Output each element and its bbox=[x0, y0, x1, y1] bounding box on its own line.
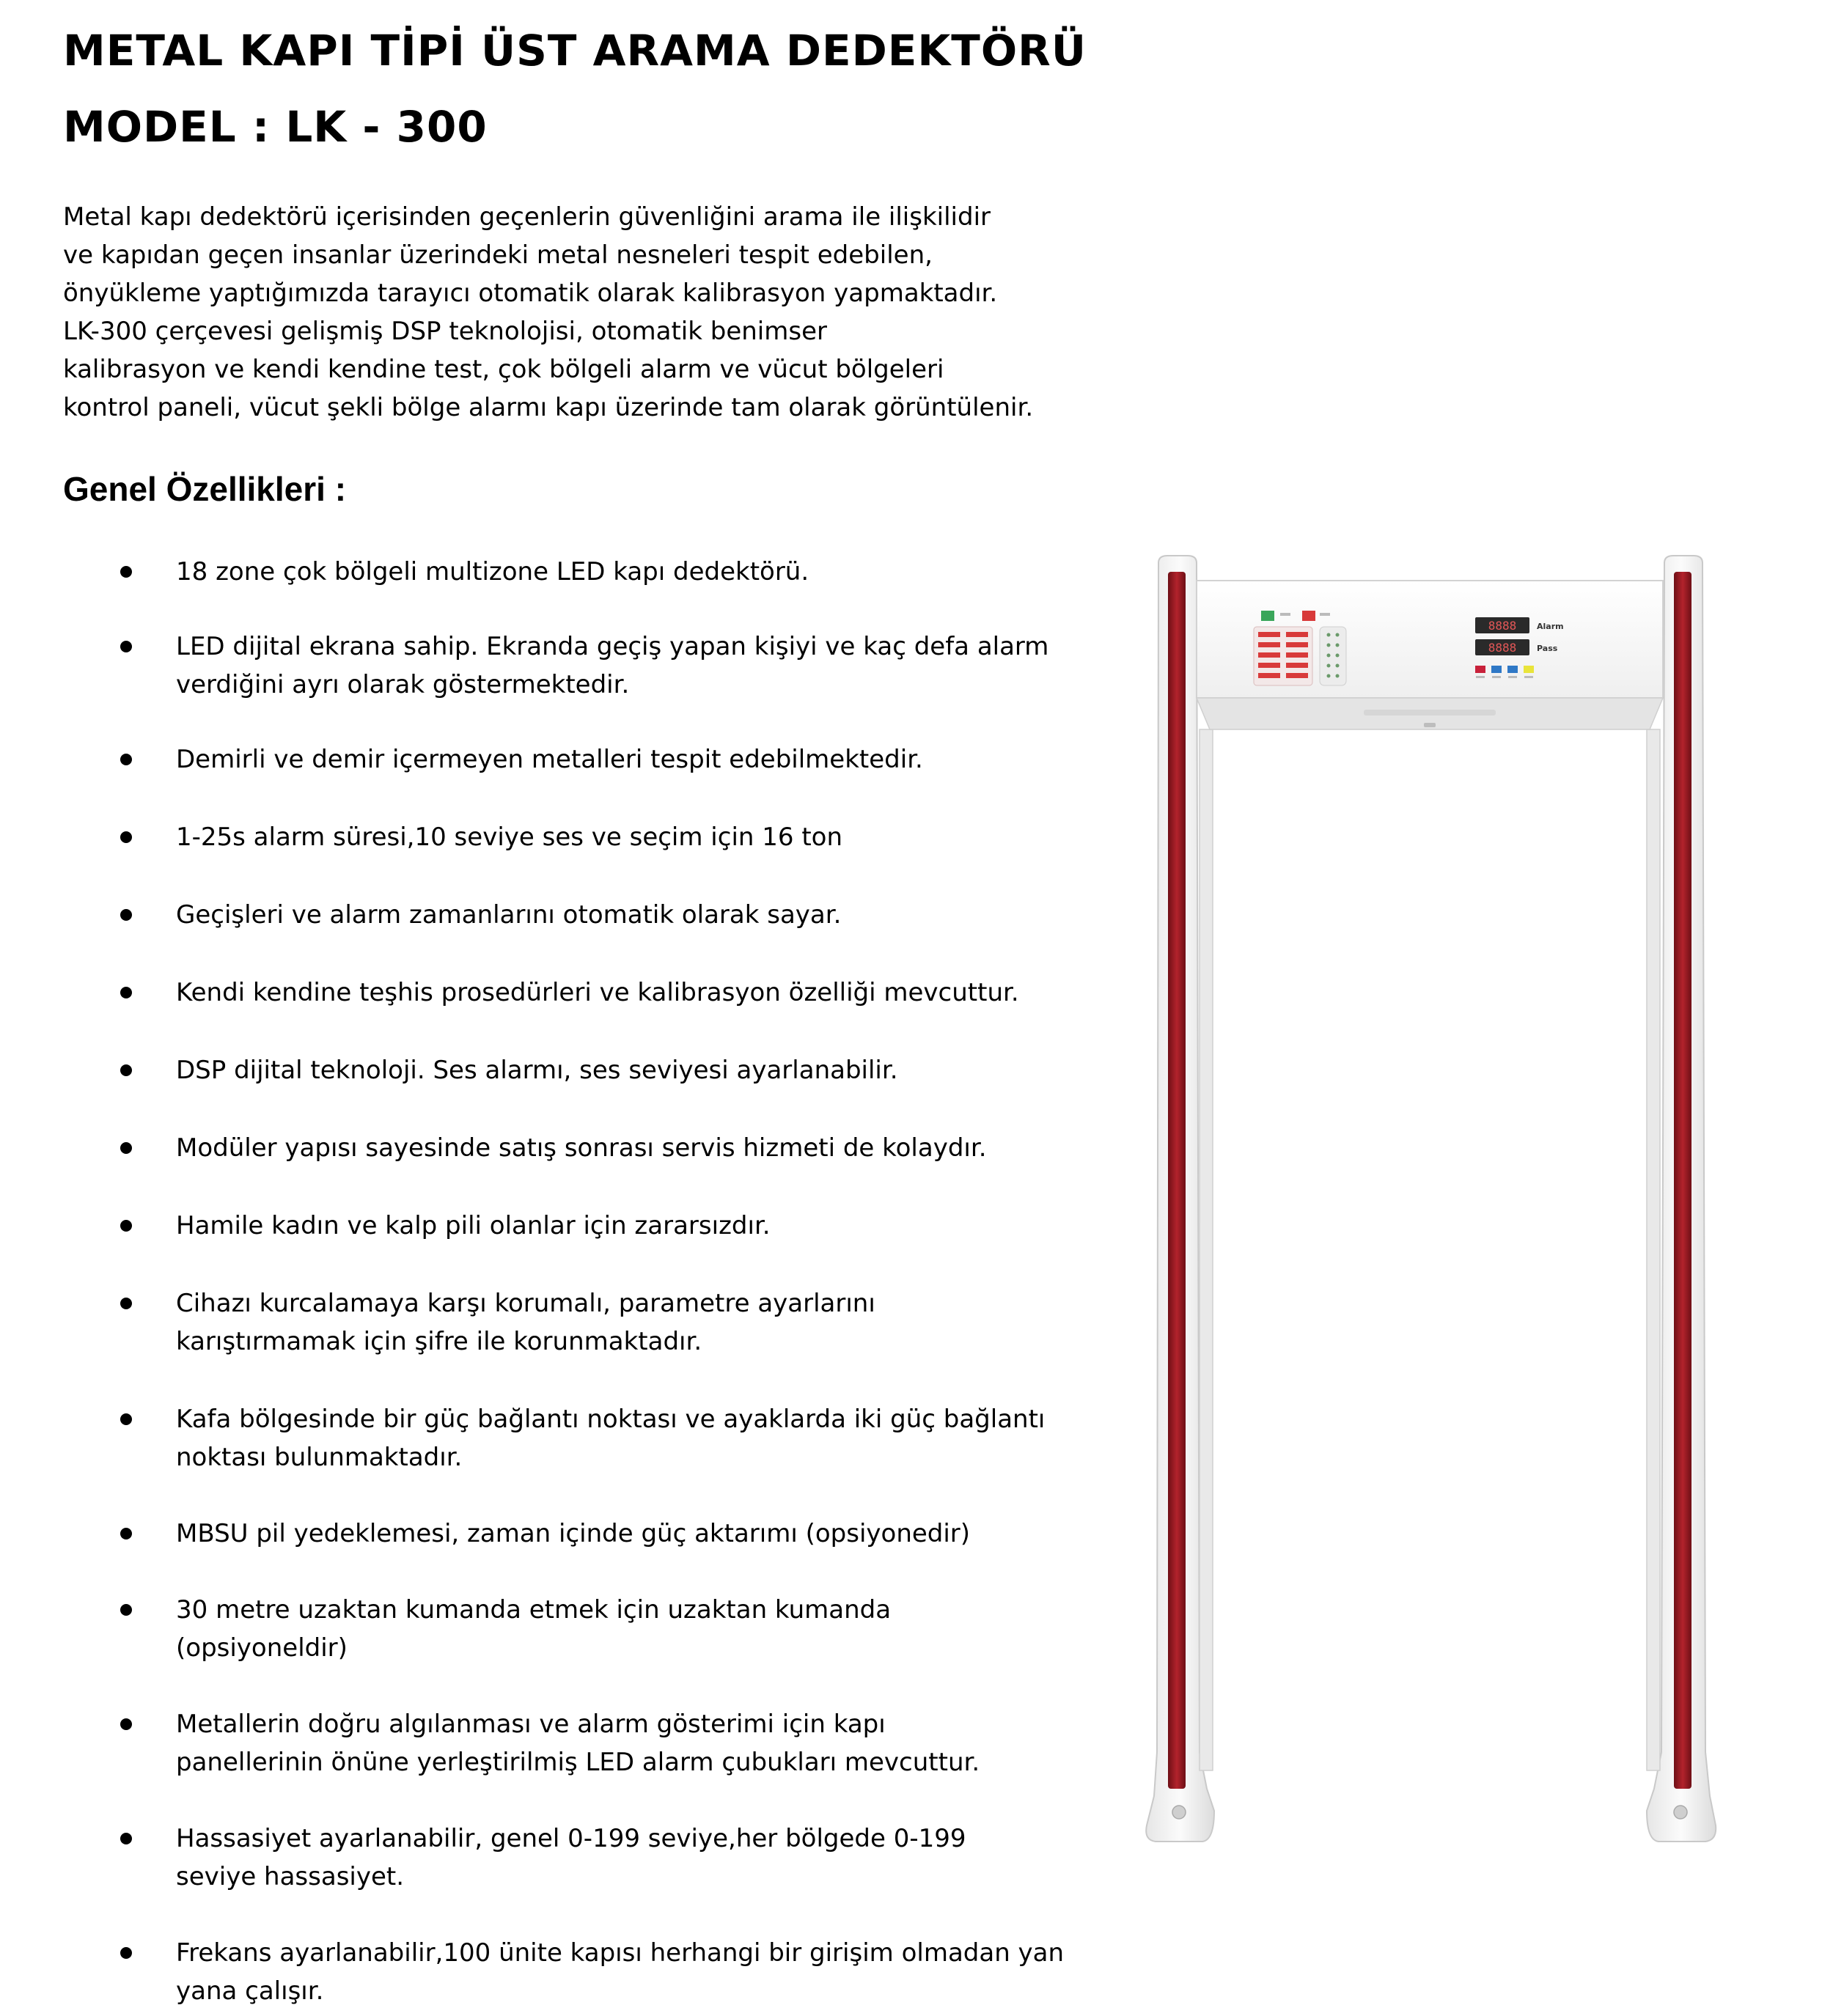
feature-item bbox=[176, 1820, 1100, 1896]
feature-line: seviye hassasiyet. bbox=[176, 1862, 405, 1891]
feature-line: noktası bulunmaktadır. bbox=[176, 1443, 463, 1472]
feature-item bbox=[176, 1705, 1100, 1781]
intro-line: önyükleme yaptığımızda tarayıcı otomatik olarak kalibrasyon yapmaktadır. bbox=[63, 279, 998, 308]
feature-item bbox=[176, 896, 1100, 934]
bullet-icon bbox=[120, 1947, 132, 1959]
feature-item bbox=[176, 974, 1100, 1012]
feature-line: 30 metre uzaktan kumanda etmek için uzaktan kumanda bbox=[176, 1595, 892, 1625]
feature-line: Cihazı kurcalamaya karşı korumalı, parametre ayarlarını bbox=[176, 1289, 875, 1318]
feature-item bbox=[176, 1515, 1100, 1553]
bullet-icon bbox=[120, 987, 132, 998]
bullet-icon bbox=[120, 1142, 132, 1154]
intro-line: ve kapıdan geçen insanlar üzerindeki metal nesneleri tespit edebilen, bbox=[63, 240, 933, 270]
bullet-icon bbox=[120, 566, 132, 578]
page-title: METAL KAPI TİPİ ÜST ARAMA DEDEKTÖRÜ bbox=[63, 26, 1087, 76]
feature-line: Hassasiyet ayarlanabilir, genel 0-199 seviye,her bölgede 0-199 bbox=[176, 1824, 966, 1853]
feature-line: Demirli ve demir içermeyen metalleri tespit edebilmektedir. bbox=[176, 745, 923, 774]
bullet-icon bbox=[120, 1604, 132, 1616]
feature-item bbox=[176, 1051, 1100, 1089]
bullet-icon bbox=[120, 754, 132, 765]
feature-line: MBSU pil yedeklemesi, zaman içinde güç aktarımı (opsiyonedir) bbox=[176, 1519, 971, 1548]
feature-line: (opsiyoneldir) bbox=[176, 1633, 348, 1663]
control-head bbox=[1197, 581, 1663, 729]
feature-line: yana çalışır. bbox=[176, 1976, 324, 2006]
pass-label: Pass bbox=[1537, 644, 1558, 653]
feature-item bbox=[176, 1129, 1100, 1167]
bullet-icon bbox=[120, 1413, 132, 1425]
svg-text:8888: 8888 bbox=[1488, 641, 1517, 655]
svg-text:8888: 8888 bbox=[1488, 619, 1517, 633]
bullet-icon bbox=[120, 1220, 132, 1232]
features-heading: Genel Özellikleri : bbox=[63, 470, 347, 508]
intro-line: LK-300 çerçevesi gelişmiş DSP teknolojisi, otomatik benimser bbox=[63, 317, 827, 346]
feature-item bbox=[176, 818, 1100, 856]
feature-line: Modüler yapısı sayesinde satış sonrası servis hizmeti de kolaydır. bbox=[176, 1133, 987, 1163]
feature-line: Geçişleri ve alarm zamanlarını otomatik olarak sayar. bbox=[176, 900, 842, 930]
intro-line: kalibrasyon ve kendi kendine test, çok bölgeli alarm ve vücut bölgeleri bbox=[63, 355, 944, 384]
intro-line: kontrol paneli, vücut şekli bölge alarmı kapı üzerinde tam olarak görüntülenir. bbox=[63, 393, 1034, 422]
feature-item bbox=[176, 628, 1100, 704]
bullet-icon bbox=[120, 909, 132, 921]
feature-line: LED dijital ekrana sahip. Ekranda geçiş yapan kişiyi ve kaç defa alarm bbox=[176, 632, 1049, 661]
bullet-icon bbox=[120, 1064, 132, 1076]
intro-line: Metal kapı dedektörü içerisinden geçenlerin güvenliğini arama ile ilişkilidir bbox=[63, 202, 991, 232]
feature-item bbox=[176, 553, 1100, 591]
intro-paragraph bbox=[63, 198, 1126, 427]
feature-line: panellerinin önüne yerleştirilmiş LED alarm çubukları mevcuttur. bbox=[176, 1748, 980, 1777]
feature-line: verdiğini ayrı olarak göstermektedir. bbox=[176, 670, 630, 699]
left-led-bar bbox=[1168, 572, 1186, 1789]
feature-line: Frekans ayarlanabilir,100 ünite kapısı herhangi bir girişim olmadan yan bbox=[176, 1938, 1065, 1968]
bullet-icon bbox=[120, 641, 132, 652]
bullet-icon bbox=[120, 1528, 132, 1539]
feature-item bbox=[176, 1284, 1100, 1361]
feature-line: DSP dijital teknoloji. Ses alarmı, ses seviyesi ayarlanabilir. bbox=[176, 1056, 898, 1085]
feature-line: Kafa bölgesinde bir güç bağlantı noktası ve ayaklarda iki güç bağlantı bbox=[176, 1405, 1046, 1434]
bullet-icon bbox=[120, 1718, 132, 1730]
feature-item bbox=[176, 1591, 1100, 1667]
feature-item bbox=[176, 740, 1100, 779]
feature-line: Hamile kadın ve kalp pili olanlar için zararsızdır. bbox=[176, 1211, 771, 1240]
feature-line: 18 zone çok bölgeli multizone LED kapı dedektörü. bbox=[176, 557, 809, 586]
feature-item bbox=[176, 1400, 1100, 1476]
feature-line: karıştırmamak için şifre ile korunmaktadır. bbox=[176, 1327, 702, 1356]
bullet-icon bbox=[120, 1833, 132, 1844]
feature-line: Metallerin doğru algılanması ve alarm gösterimi için kapı bbox=[176, 1710, 886, 1739]
bullet-icon bbox=[120, 1298, 132, 1309]
model-title: MODEL : LK - 300 bbox=[63, 102, 488, 152]
feature-line: 1-25s alarm süresi,10 seviye ses ve seçim için 16 ton bbox=[176, 823, 843, 852]
feature-item bbox=[176, 1207, 1100, 1245]
metal-detector-image bbox=[1136, 550, 1723, 1855]
feature-line: Kendi kendine teşhis prosedürleri ve kalibrasyon özelliği mevcuttur. bbox=[176, 978, 1019, 1007]
right-led-bar bbox=[1674, 572, 1691, 1789]
bullet-icon bbox=[120, 831, 132, 843]
alarm-label: Alarm bbox=[1537, 622, 1564, 631]
feature-item bbox=[176, 1934, 1100, 2010]
